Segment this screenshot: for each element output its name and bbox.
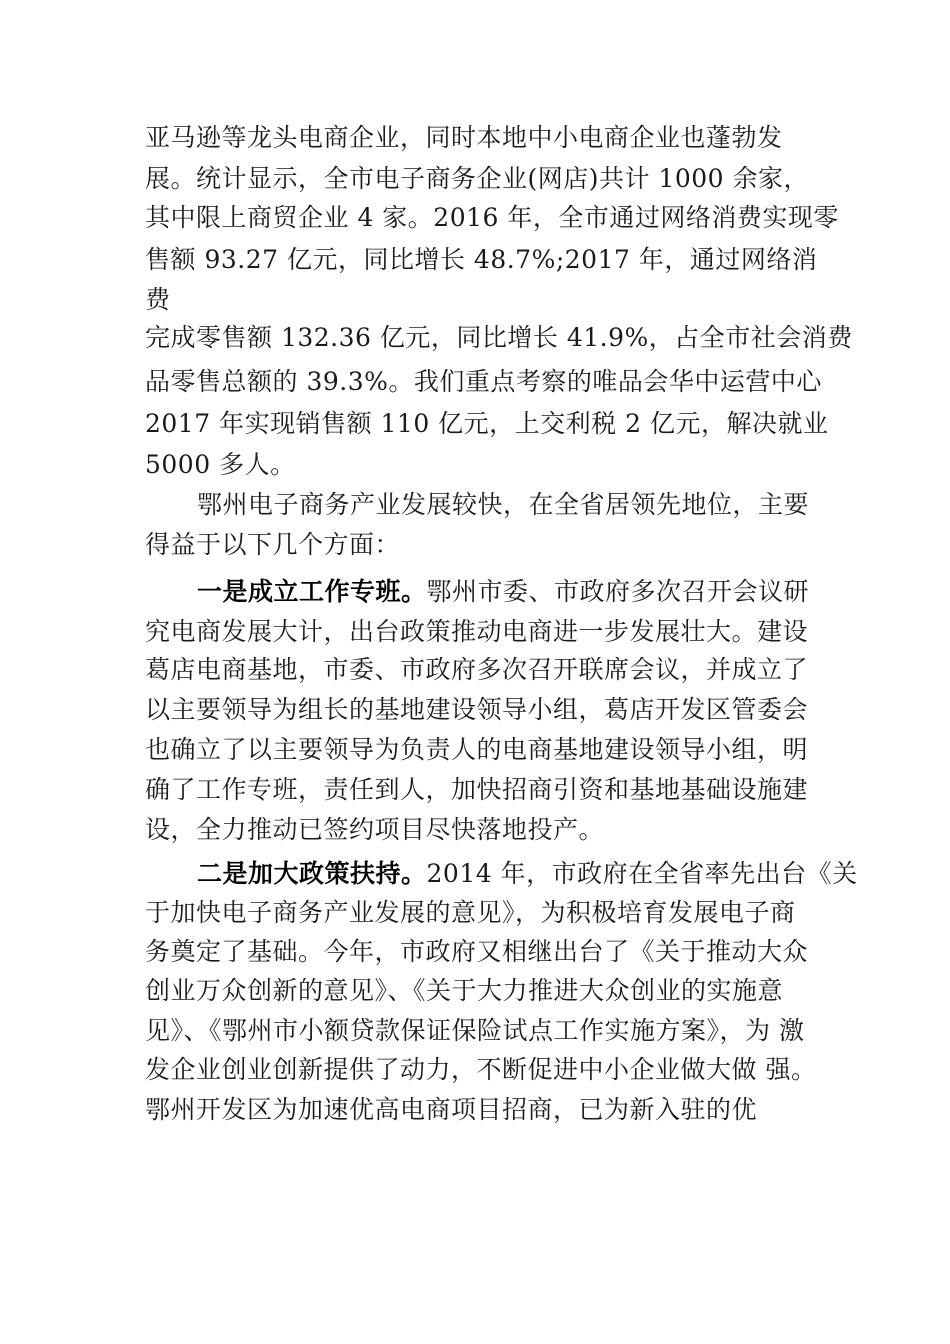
- text-line: 品零售总额的 39.3%。我们重点考察的唯品会华中运营中心: [145, 367, 822, 396]
- text-line: 其中限上商贸企业 4 家。2016 年，全市通过网络消费实现零: [145, 203, 839, 232]
- text-line: 5000 多人。: [145, 450, 296, 479]
- section-1-first-line-text: 鄂州市委、市政府多次召开会议研: [426, 577, 810, 606]
- text-line: 展。统计显示，全市电子商务企业(网店)共计 1000 余家，: [145, 164, 810, 193]
- text-line: 售额 93.27 亿元，同比增长 48.7%;2017 年，通过网络消: [145, 245, 818, 274]
- text-line: 2017 年实现销售额 110 亿元，上交利税 2 亿元，解决就业: [145, 409, 829, 438]
- text-line: 究电商发展大计，出台政策推动电商进一步发展壮大。建设: [145, 617, 809, 646]
- text-line: 确了工作专班，责任到人，加快招商引资和基地基础设施建: [145, 775, 809, 804]
- text-line: 葛店电商基地，市委、市政府多次召开联席会议，并成立了: [145, 655, 809, 684]
- text-line: 也确立了以主要领导为负责人的电商基地建设领导小组，明: [145, 735, 809, 764]
- section-2-heading: 二是加大政策扶持。: [197, 859, 427, 888]
- text-line: 发企业创业创新提供了动力，不断促进中小企业做大做 强。: [145, 1055, 817, 1084]
- text-line: 完成零售额 132.36 亿元，同比增长 41.9%，占全市社会消费: [145, 323, 853, 352]
- section-1-first-line: [197, 577, 809, 607]
- text-line: 亚马逊等龙头电商企业，同时本地中小电商企业也蓬勃发: [145, 123, 783, 152]
- text-line: 见》、《鄂州市小额贷款保证保险试点工作实施方案》，为 激: [145, 1016, 805, 1045]
- text-line: 设，全力推动已签约项目尽快落地投产。: [145, 815, 605, 844]
- section-2-first-line: [197, 859, 858, 889]
- section-1-heading: 一是成立工作专班。: [197, 577, 427, 606]
- text-line: 务奠定了基础。今年，市政府又相继出台了《关于推动大众: [145, 937, 809, 966]
- text-line: 鄂州开发区为加速优高电商项目招商，已为新入驻的优: [145, 1095, 758, 1124]
- text-line: 费: [145, 285, 171, 314]
- section-2-first-line-text: 2014 年，市政府在全省率先出台《关: [426, 859, 858, 888]
- text-line: 于加快电子商务产业发展的意见》，为积极培育发展电子商: [145, 898, 796, 927]
- text-line: 创业万众创新的意见》、《关于大力推进大众创业的实施意: [145, 976, 784, 1005]
- text-line: 以主要领导为组长的基地建设领导小组，葛店开发区管委会: [145, 695, 809, 724]
- text-line: 得益于以下几个方面：: [145, 530, 401, 559]
- paragraph-first-line: 鄂州电子商务产业发展较快，在全省居领先地位，主要: [197, 490, 810, 519]
